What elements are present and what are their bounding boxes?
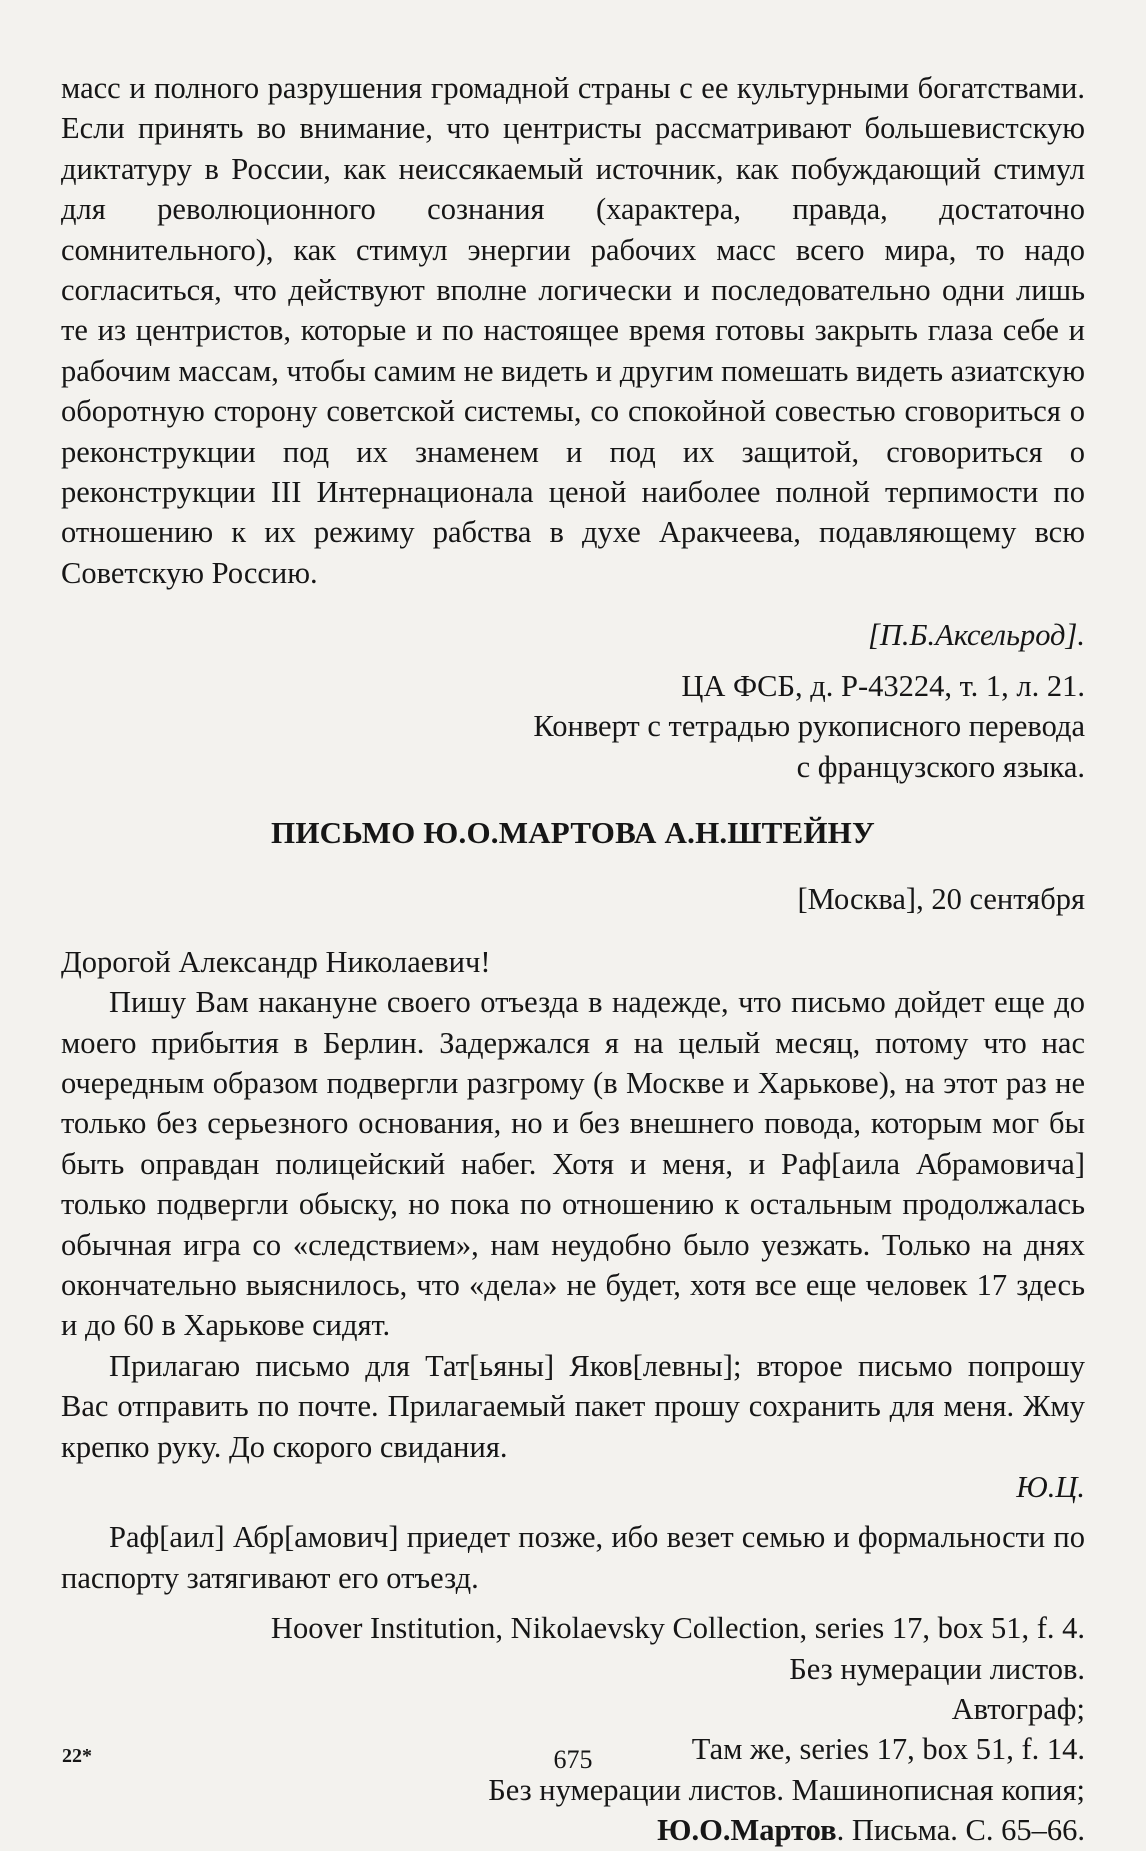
source-line: Там же, series 17, box 51, f. 14. (691, 1732, 1085, 1767)
letter-salutation: Дорогой Александр Николаевич! (61, 944, 491, 979)
archive-note-line: Конверт с тетрадью рукописного перевода (533, 709, 1085, 744)
letter-signature: Ю.Ц. (1016, 1470, 1085, 1504)
signature-axelrod: [П.Б.Аксельрод]. (868, 618, 1085, 653)
source-line: Автограф; (951, 1692, 1085, 1727)
body-paragraph: масс и полного разрушения громадной страны с ее культурными богатствами. Если принять во внимание, что центристы рассматривают большевистскую диктатуру в России, как неиссякаемый источник, как побуждающий стимул для революционного сознания (характера, правда, достаточно сомнительного), как стимул энергии рабочих масс всего мира, то надо согласиться, что действуют вполне логически и последовательно одни лишь те из центристов, которые и по настоящее время готовы закрыть глаза себе и рабочим массам, чтобы самим не видеть и другим помешать видеть азиатскую оборотную сторону советской системы, со спокойной совестью сговориться о реконструкции под их знаменем и под их защитой, сговориться о реконструкции III Интернационала ценой наиболее полной терпимости по отношению к их режиму рабства в духе Аракчеева, подавляющему всю Советскую Россию. (61, 71, 1085, 590)
source-author: Ю.О.Мартов (657, 1813, 837, 1848)
letter-paragraph: Прилагаю письмо для Тат[ьяны] Яков[левны]; второе письмо попрошу Вас отправить по почте. Прилагаемый пакет прошу сохранить для меня. Жму крепко руку. До скорого свидания. (61, 1348, 1085, 1464)
source-line: Без нумерации листов. (789, 1651, 1085, 1686)
letter-paragraph: Пишу Вам накануне своего отъезда в надежде, что письмо дойдет еще до моего прибытия в Берлин. Задержался я на целый месяц, потому что нас очередным образом подвергли разгрому (в Москве и Харькове), на этот раз не только без серьезного основания, но и без внешнего повода, которым мог бы быть оправдан полицейский набег. Хотя и меня, и Раф[аила Абрамовича] только подвергли обыску, но пока по отношению к остальным продолжалась обычная игра со «следствием», нам неудобно было уезжать. Только на днях окончательно выяснилось, что «дела» не будет, хотя все еще человек 17 здесь и до 60 в Харькове сидят. (61, 985, 1085, 1343)
letter-title: ПИСЬМО Ю.О.МАРТОВА А.Н.ШТЕЙНУ (271, 814, 875, 850)
text-column (61, 68, 1085, 1851)
page-number: 675 (553, 1745, 593, 1774)
printer-signature-mark: 22* (62, 1745, 92, 1767)
source-line (61, 1810, 1085, 1850)
source-rest: . Письма. С. 65–66. (836, 1813, 1085, 1848)
letter-place-date: [Москва], 20 сентября (797, 882, 1085, 917)
letter-postscript: Раф[аил] Абр[амович] приедет позже, ибо везет семью и формальности по паспорту затягивают его отъезд. (61, 1520, 1085, 1595)
source-line: Hoover Institution, Nikolaevsky Collection, series 17, box 51, f. 4. (270, 1611, 1085, 1646)
page-footer (0, 1745, 1146, 1785)
source-line: Без нумерации листов. Машинописная копия; (488, 1772, 1085, 1807)
archive-note-line: с французского языка. (796, 749, 1085, 784)
archive-source: ЦА ФСБ, д. Р-43224, т. 1, л. 21. (681, 668, 1085, 703)
